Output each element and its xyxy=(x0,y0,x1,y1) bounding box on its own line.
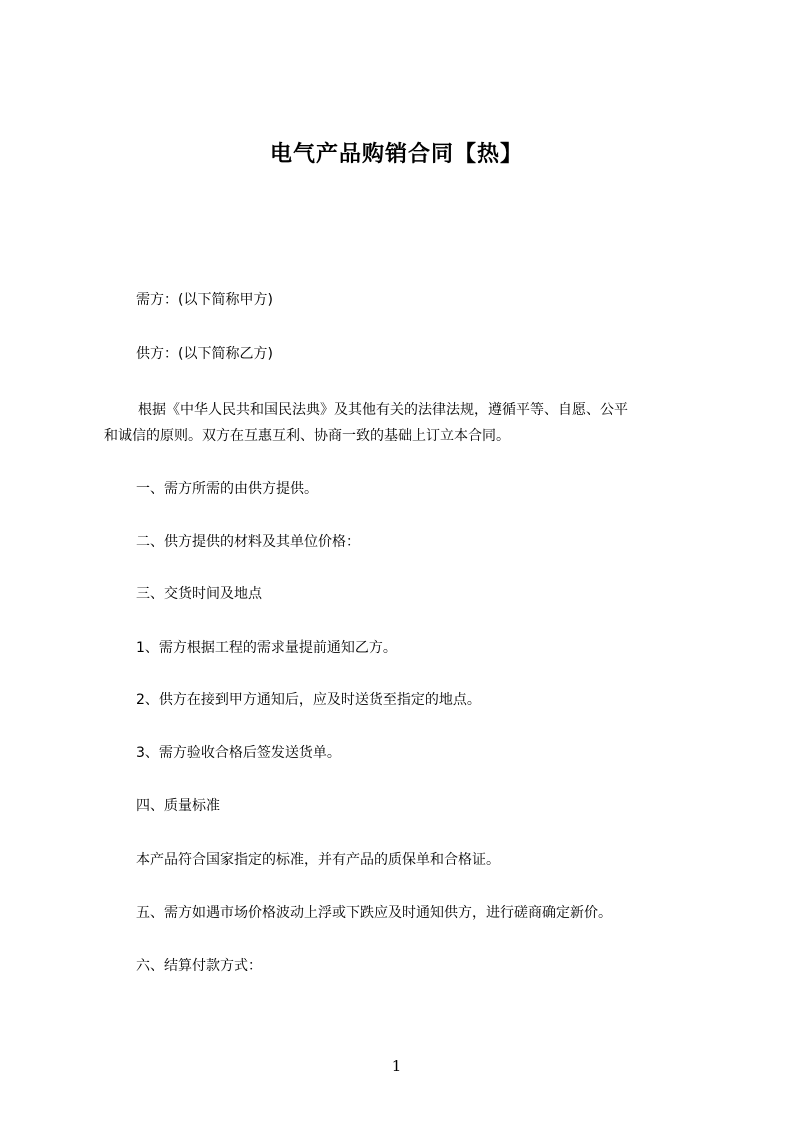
clause-6: 六、结算付款方式： xyxy=(136,958,262,974)
clause-3-item-3: 3、需方验收合格后签发送货单。 xyxy=(136,745,341,761)
clause-5: 五、需方如遇市场价格波动上浮或下跌应及时通知供方，进行磋商确定新价。 xyxy=(136,905,612,921)
preamble-line-2: 和诚信的原则。双方在互惠互利、协商一致的基础上订立本合同。 xyxy=(104,428,510,444)
preamble-line-1: 根据《中华人民共和国民法典》及其他有关的法律法规，遵循平等、自愿、公平 xyxy=(138,402,628,418)
clause-1: 一、需方所需的由供方提供。 xyxy=(136,481,318,497)
preamble-paragraph xyxy=(104,397,704,449)
clause-4: 四、质量标准 xyxy=(136,798,220,814)
supplier-line: 供方：(以下简称乙方) xyxy=(136,346,273,362)
page-number: 1 xyxy=(391,1057,402,1075)
clause-3: 三、交货时间及地点 xyxy=(136,586,262,602)
clause-3-item-2: 2、供方在接到甲方通知后，应及时送货至指定的地点。 xyxy=(136,692,481,708)
buyer-line: 需方：(以下简称甲方) xyxy=(136,292,273,308)
document-title: 电气产品购销合同【热】 xyxy=(269,142,523,167)
clause-2: 二、供方提供的材料及其单位价格： xyxy=(136,534,360,550)
quality-standard-text: 本产品符合国家指定的标准，并有产品的质保单和合格证。 xyxy=(136,852,500,868)
clause-3-item-1: 1、需方根据工程的需求量提前通知乙方。 xyxy=(136,640,397,656)
